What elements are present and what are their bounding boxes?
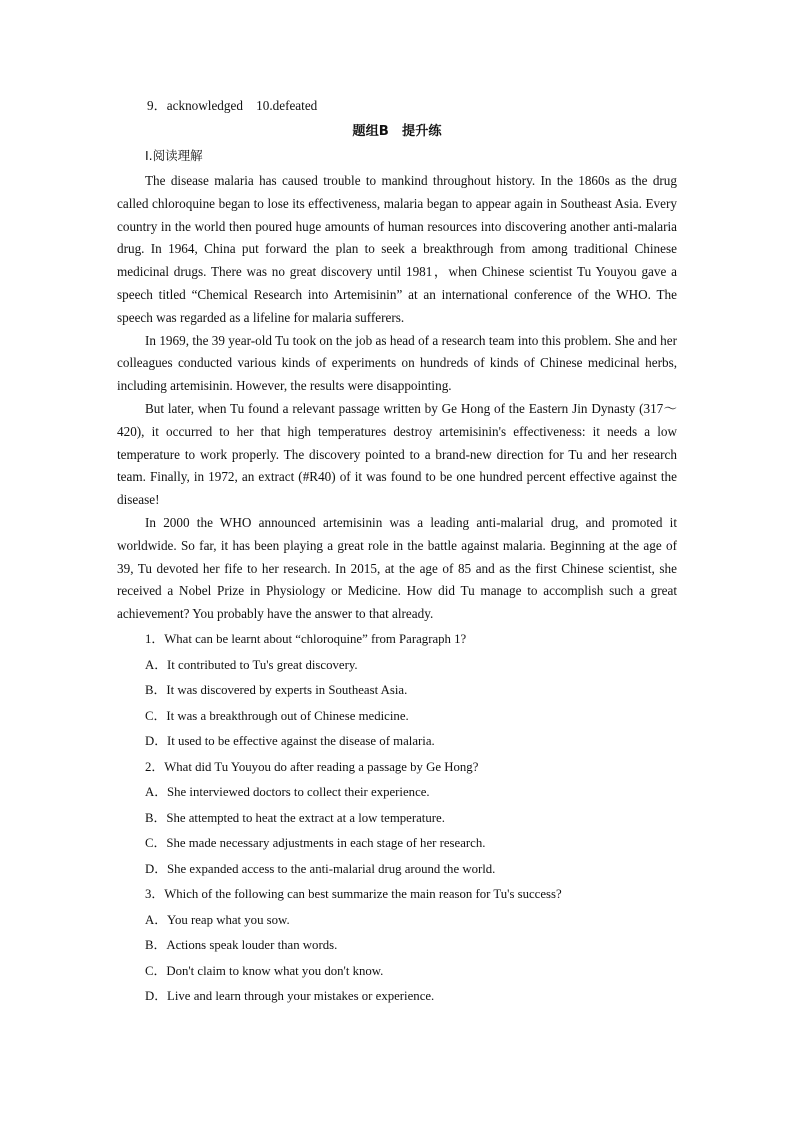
option-b: B．She attempted to heat the extract at a low temperature.	[145, 810, 445, 825]
question-list	[145, 627, 685, 1010]
part-heading: Ⅰ.阅读理解	[145, 148, 203, 163]
option-c: C．She made necessary adjustments in each stage of her research.	[145, 836, 486, 850]
question-stem: 2．What did Tu Youyou do after reading a passage by Ge Hong?	[145, 759, 479, 774]
option-c: C．Don't claim to know what you don't know.	[145, 963, 384, 978]
option-d: D．It used to be effective against the disease of malaria.	[145, 734, 435, 748]
passage-paragraph-3: But later, when Tu found a relevant passage written by Ge Hong of the Eastern Jin Dynasty (317～420), it occurred to her that high temperatures destroy artemisinin's effectiveness: it needs a low temperature to work properly. The discovery pointed to a brand-new direction for Tu and her research team. Finally, in 1972, an extract (#R40) of it was found to be one hundred percent effective against the disease!	[117, 400, 677, 508]
question-2	[145, 755, 685, 883]
passage-paragraph-1: The disease malaria has caused trouble to mankind throughout history. In the 1860s as the drug called chloroquine began to lose its effectiveness, malaria began to appear again in Southeast Asia. Every country in the world then poured huge amounts of human resources into discovering another anti-malaria drug. In 1964, China put forward the plan to seek a breakthrough from among traditional Chinese medicinal drugs. There was no great discovery until 1981，when Chinese scientist Tu Youyou gave a speech titled “Chemical Research into Artemisinin” at an international conference of the WHO. The speech was regarded as a lifeline for malaria sufferers.	[117, 173, 677, 325]
option-d: D．She expanded access to the anti-malarial drug around the world.	[145, 861, 496, 876]
passage-paragraph-2: In 1969, the 39 year-old Tu took on the job as head of a research team into this problem. She and her colleagues conducted various kinds of experiments on hundreds of kinds of Chinese medicinal herbs, including artemisinin. However, the results were disappointing.	[117, 332, 677, 394]
option-a: A．It contributed to Tu's great discovery.	[145, 657, 358, 672]
previous-answers: 9．acknowledged 10.defeated	[147, 98, 318, 113]
option-b: B．It was discovered by experts in Southeast Asia.	[145, 683, 408, 697]
option-b: B．Actions speak louder than words.	[145, 938, 338, 952]
passage-paragraph-4: In 2000 the WHO announced artemisinin was a leading anti-malarial drug, and promoted it worldwide. So far, it has been playing a great role in the battle against malaria. Beginning at the age of 39, Tu devoted her fife to her research. In 2015, at the age of 85 and as the first Chinese scientist, she received a Nobel Prize in Physiology or Medicine. How did Tu manage to accomplish such a great achievement? You probably have the answer to that already.	[117, 514, 677, 622]
section-heading: 题组B 提升练	[352, 124, 442, 139]
question-1	[145, 627, 685, 755]
reading-passage	[117, 170, 677, 626]
option-a: A．She interviewed doctors to collect their experience.	[145, 785, 430, 799]
option-c: C．It was a breakthrough out of Chinese medicine.	[145, 708, 409, 723]
option-a: A．You reap what you sow.	[145, 912, 290, 927]
option-d: D．Live and learn through your mistakes or experience.	[145, 989, 435, 1003]
question-stem: 1．What can be learnt about “chloroquine” from Paragraph 1?	[145, 632, 467, 646]
question-3	[145, 882, 685, 1010]
question-stem: 3．Which of the following can best summarize the main reason for Tu's success?	[145, 887, 562, 901]
